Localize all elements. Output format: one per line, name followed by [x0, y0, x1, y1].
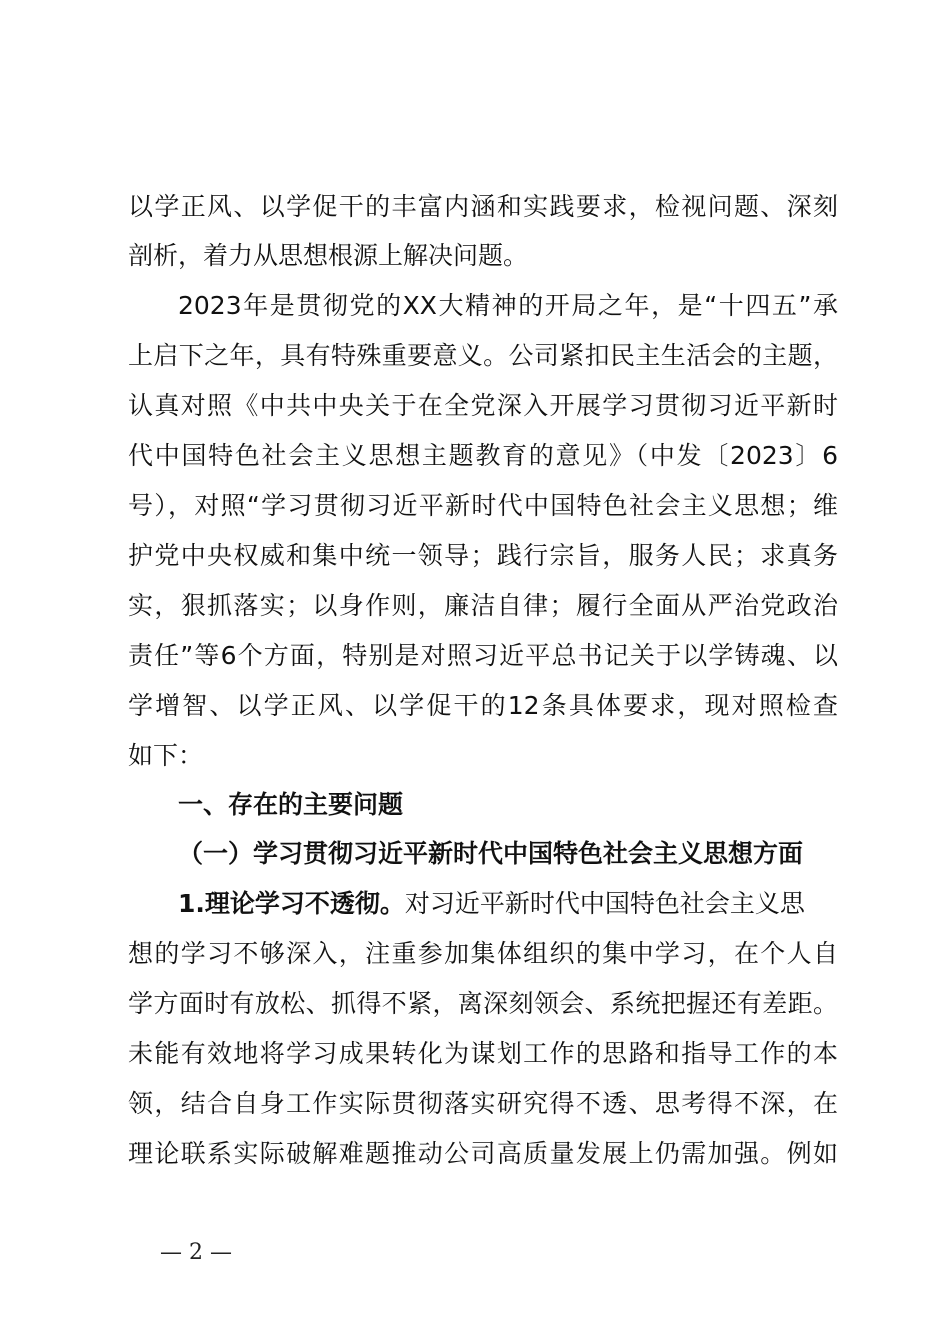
- paragraph-line-3: 2023年是贯彻党的XX大精神的开局之年，是“十四五”承: [178, 291, 838, 320]
- issue-title: 1.理论学习不透彻。: [178, 889, 405, 918]
- paragraph-line-10: 责任”等6个方面，特别是对照习近平总书记关于以学铸魂、以: [128, 641, 838, 670]
- paragraph-line-9: 实，狠抓落实；以身作则，廉洁自律；履行全面从严治党政治: [128, 591, 838, 620]
- paragraph-line-19: 领，结合自身工作实际贯彻落实研究得不透、思考得不深，在: [128, 1089, 838, 1118]
- paragraph-line-17: 学方面时有放松、抓得不紧，离深刻领会、系统把握还有差距。: [128, 989, 838, 1018]
- paragraph-line-2: 剖析，着力从思想根源上解决问题。: [128, 241, 529, 270]
- paragraph-line-15: [178, 884, 838, 924]
- paragraph-line-18: 未能有效地将学习成果转化为谋划工作的思路和指导工作的本: [128, 1039, 838, 1068]
- paragraph-line-20: 理论联系实际破解难题推动公司高质量发展上仍需加强。例如: [128, 1139, 838, 1168]
- paragraph-line-7: 号），对照“学习贯彻习近平新时代中国特色社会主义思想；维: [128, 491, 838, 520]
- paragraph-line-6: 代中国特色社会主义思想主题教育的意见》（中发〔2023〕6: [128, 441, 838, 470]
- paragraph-line-1: 以学正风、以学促干的丰富内涵和实践要求，检视问题、深刻: [128, 192, 838, 221]
- issue-text-start: 对习近平新时代中国特色社会主义思: [404, 889, 805, 918]
- page-number: — 2 —: [160, 1240, 232, 1265]
- paragraph-line-4: 上启下之年，具有特殊重要意义。公司紧扣民主生活会的主题，: [128, 341, 838, 370]
- paragraph-line-8: 护党中央权威和集中统一领导；践行宗旨，服务人民；求真务: [128, 541, 838, 570]
- section-heading: 一、存在的主要问题: [178, 790, 404, 819]
- paragraph-line-12: 如下：: [128, 741, 204, 770]
- paragraph-line-16: 想的学习不够深入，注重参加集体组织的集中学习，在个人自: [128, 939, 838, 968]
- paragraph-line-5: 认真对照《中共中央关于在全党深入开展学习贯彻习近平新时: [128, 391, 838, 420]
- paragraph-line-11: 学增智、以学正风、以学促干的12条具体要求，现对照检查: [128, 691, 838, 720]
- subsection-heading: （一）学习贯彻习近平新时代中国特色社会主义思想方面: [178, 839, 804, 868]
